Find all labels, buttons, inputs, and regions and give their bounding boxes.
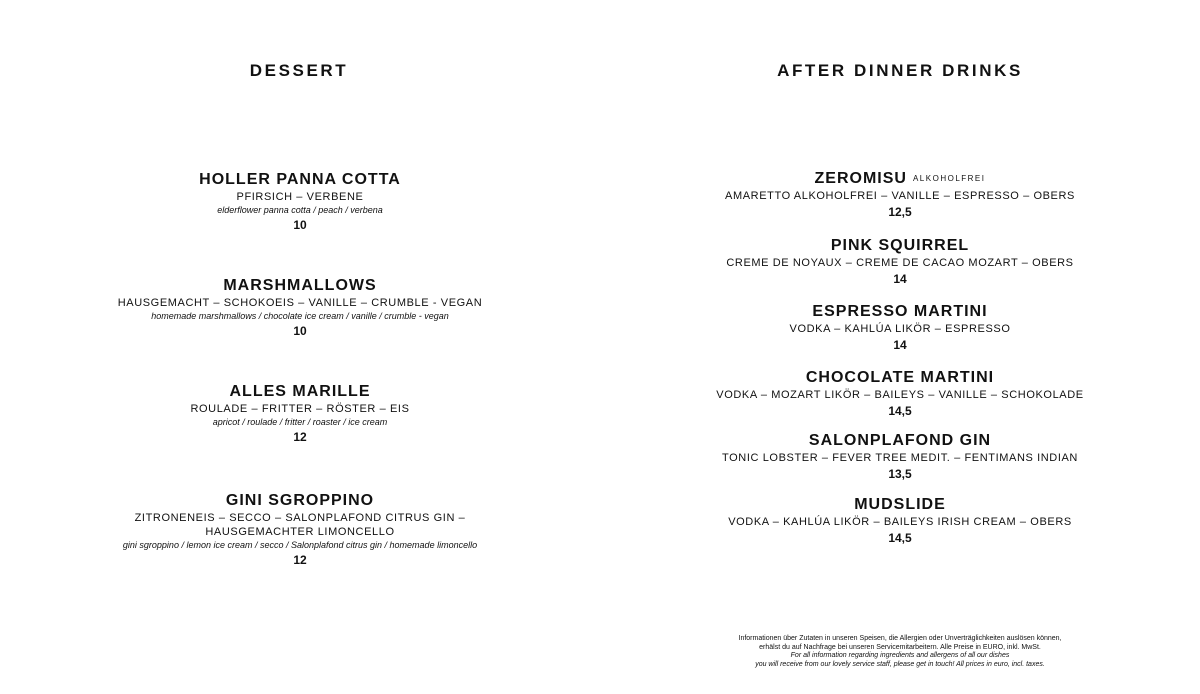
item-price: 12,5 bbox=[888, 205, 912, 219]
item-description-de: HAUSGEMACHT – SCHOKOEIS – VANILLE – CRUMBLE - VEGAN bbox=[117, 297, 483, 309]
menu-item bbox=[600, 432, 1200, 482]
dessert-title: DESSERT bbox=[249, 61, 349, 80]
footer-line-en-1: For all information regarding ingredients and allergens of all our dishes bbox=[790, 652, 1010, 660]
item-name: GINI SGROPPINO bbox=[225, 492, 375, 509]
item-description-de: VODKA – KAHLÚA LIKÖR – BAILEYS IRISH CREAM – OBERS bbox=[728, 516, 1072, 528]
item-description-de: ZITRONENEIS – SECCO – SALONPLAFOND CITRUS GIN – bbox=[134, 512, 466, 524]
item-price: 12 bbox=[293, 430, 307, 444]
item-description-de: CREME DE NOYAUX – CREME DE CACAO MOZART – OBERS bbox=[726, 257, 1074, 269]
item-price: 14,5 bbox=[888, 404, 912, 418]
item-name: ALLES MARILLE bbox=[229, 383, 371, 400]
footer-line-de-2: erhälst du auf Nachfrage bei unseren Servicemitarbeitern. Alle Preise in EURO, inkl. MwSt. bbox=[759, 643, 1041, 651]
item-price: 14 bbox=[893, 338, 907, 352]
item-name: SALONPLAFOND GIN bbox=[808, 432, 992, 449]
item-name: HOLLER PANNA COTTA bbox=[199, 171, 401, 188]
item-description-de-line2: HAUSGEMACHTER LIMONCELLO bbox=[205, 526, 395, 538]
item-description-en: gini sgroppino / lemon ice cream / secco / Salonplafond citrus gin / homemade limoncello bbox=[122, 540, 478, 550]
item-name: ZEROMISU bbox=[814, 170, 907, 187]
item-name: MUDSLIDE bbox=[854, 496, 946, 513]
item-price: 14,5 bbox=[888, 531, 912, 545]
allergen-footer bbox=[600, 635, 1200, 669]
item-description-en: elderflower panna cotta / peach / verbena bbox=[217, 205, 383, 215]
menu-item bbox=[600, 303, 1200, 353]
item-name-row bbox=[600, 170, 1200, 188]
item-price: 12 bbox=[293, 553, 307, 567]
item-description-de: TONIC LOBSTER – FEVER TREE MEDIT. – FENTIMANS INDIAN bbox=[722, 452, 1078, 464]
item-name: CHOCOLATE MARTINI bbox=[805, 369, 995, 386]
item-description-de: VODKA – KAHLÚA LIKÖR – ESPRESSO bbox=[789, 323, 1011, 335]
menu-item bbox=[0, 383, 600, 445]
item-name: PINK SQUIRREL bbox=[830, 237, 970, 254]
item-price: 10 bbox=[293, 218, 307, 232]
footer-line-de-1: Informationen über Zutaten in unseren Speisen, die Allergien oder Unverträglichkeiten auslösen können, bbox=[738, 635, 1062, 642]
item-price: 14 bbox=[893, 272, 907, 286]
item-description-en: homemade marshmallows / chocolate ice cream / vanille / crumble - vegan bbox=[151, 311, 449, 321]
item-name: MARSHMALLOWS bbox=[223, 277, 377, 294]
item-description-de: ROULADE – FRITTER – RÖSTER – EIS bbox=[190, 403, 410, 415]
item-name: ESPRESSO MARTINI bbox=[812, 303, 988, 320]
menu-item bbox=[0, 171, 600, 233]
item-price: 13,5 bbox=[888, 467, 912, 481]
menu-item bbox=[0, 277, 600, 339]
item-tag: ALKOHOLFREI bbox=[912, 174, 986, 183]
menu-item bbox=[600, 237, 1200, 287]
item-description-de: AMARETTO ALKOHOLFREI – VANILLE – ESPRESSO – OBERS bbox=[725, 190, 1075, 202]
menu-item bbox=[600, 170, 1200, 220]
item-price: 10 bbox=[293, 324, 307, 338]
menu-item bbox=[600, 369, 1200, 419]
item-description-en: apricot / roulade / fritter / roaster / ice cream bbox=[212, 417, 388, 427]
footer-line-en-2: you will receive from our lovely service staff, please get in touch! All prices in euro, incl. taxes. bbox=[755, 660, 1045, 668]
item-description-de: VODKA – MOZART LIKÖR – BAILEYS – VANILLE – SCHOKOLADE bbox=[716, 389, 1084, 401]
menu-item bbox=[600, 496, 1200, 546]
item-description-de: PFIRSICH – VERBENE bbox=[236, 191, 364, 203]
drinks-title: AFTER DINNER DRINKS bbox=[777, 61, 1023, 80]
menu-item bbox=[0, 492, 600, 568]
